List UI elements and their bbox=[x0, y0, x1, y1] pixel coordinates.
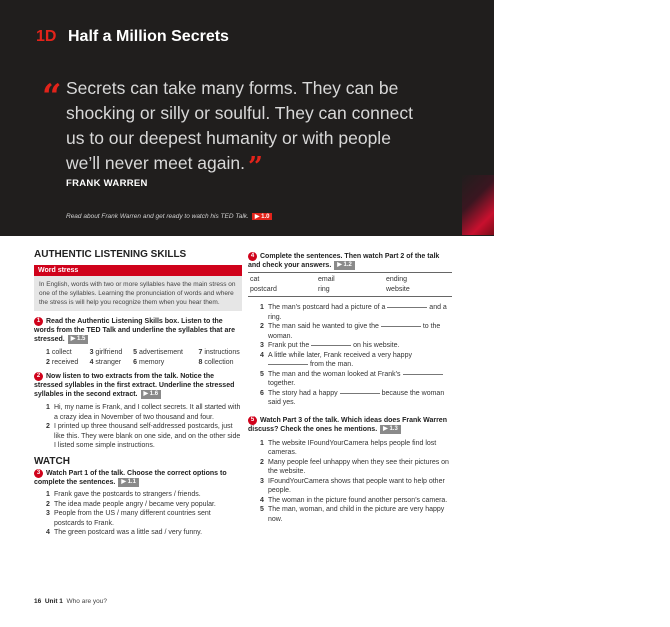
answer-blank[interactable] bbox=[403, 374, 443, 375]
list-item: 4 A little while later, Frank received a very happy from the man. bbox=[260, 351, 412, 368]
task-number: 4 bbox=[248, 252, 257, 261]
hero-banner bbox=[0, 0, 494, 236]
quote-author: FRANK WARREN bbox=[66, 178, 148, 189]
list-item: 3 Frank put the on his website. bbox=[260, 342, 400, 349]
page-number: 16 bbox=[34, 598, 42, 605]
unit-label: Unit 1 bbox=[44, 598, 63, 605]
list-item: 1 The man’s postcard had a picture of a and a ring. bbox=[260, 304, 447, 321]
read-about-text: Read about Frank Warren and get ready to watch his TED Talk. bbox=[66, 213, 249, 220]
answer-blank[interactable] bbox=[387, 307, 427, 308]
word-stress-box-text: In English, words with two or more syllables have the main stress on one of the syllables. Learning the pronunciation of words and where the stress is will help you recognize them when you hear them. bbox=[34, 276, 242, 311]
task-number: 3 bbox=[34, 469, 43, 478]
answer-blank[interactable] bbox=[340, 393, 380, 394]
word-stress-box-title: Word stress bbox=[34, 265, 242, 277]
list-item: 6 The story had a happy because the woman said yes. bbox=[260, 389, 445, 406]
list-item: 4 The green postcard was a little sad / very funny. bbox=[46, 529, 203, 536]
right-column bbox=[248, 252, 452, 524]
word-list bbox=[46, 348, 242, 367]
close-quote-icon: ” bbox=[247, 152, 263, 182]
hero-photo bbox=[462, 175, 494, 235]
section-heading-listening: AUTHENTIC LISTENING SKILLS bbox=[34, 249, 187, 260]
audio-tag[interactable]: ▶ 1.5 bbox=[68, 335, 89, 344]
quote-text: Secrets can take many forms. They can be shocking or silly or soulful. They can connect us to our deepest humanity or with people we’ll never meet again. bbox=[66, 78, 413, 173]
lesson-badge: 1D bbox=[36, 28, 57, 45]
answer-blank[interactable] bbox=[381, 326, 421, 327]
video-tag[interactable]: ▶ 1.2 bbox=[334, 261, 355, 270]
list-item: 5 The man, woman, and child in the picture are very happy now. bbox=[260, 506, 445, 523]
open-quote-icon: “ bbox=[42, 77, 62, 117]
task-3: 3 Watch Part 1 of the talk. Choose the correct options to complete the sentences. ▶ 1.1 bbox=[34, 470, 227, 486]
section-heading-watch: WATCH bbox=[34, 455, 70, 467]
word-bank bbox=[248, 272, 452, 297]
page-footer bbox=[34, 598, 107, 605]
video-tag[interactable]: ▶ 1.1 bbox=[118, 478, 139, 487]
list-item: 2 The idea made people angry / became very popular. bbox=[46, 500, 216, 508]
task-2: 2 Now listen to two extracts from the talk. Notice the stressed syllables in the first extract. Underline the stressed syllables in the second extract. ▶ 1.6 bbox=[34, 373, 235, 398]
task-number: 5 bbox=[248, 416, 257, 425]
list-item: 3 People from the US / many different countries sent postcards to Frank. bbox=[46, 510, 211, 527]
list-item: 2 Many people feel unhappy when they see their pictures on the website. bbox=[260, 458, 449, 475]
read-about-line bbox=[66, 213, 272, 220]
hero-quote bbox=[66, 76, 426, 180]
page-title: Half a Million Secrets bbox=[68, 28, 229, 45]
list-item: 1 The website IFoundYourCamera helps people find lost cameras. bbox=[260, 439, 437, 456]
task-number: 2 bbox=[34, 372, 43, 381]
word-bank-row: postcard ring website bbox=[250, 285, 410, 293]
left-column bbox=[34, 250, 242, 538]
list-item: 4 The woman in the picture found another person’s camera. bbox=[260, 496, 448, 504]
answer-blank[interactable] bbox=[311, 345, 351, 346]
list-item: 3 IFoundYourCamera shows that people want to help other people. bbox=[260, 477, 445, 494]
list-item: 2 The man said he wanted to give the to the woman. bbox=[260, 323, 441, 340]
list-item: 1 Frank gave the postcards to strangers / friends. bbox=[46, 491, 201, 498]
word-row: 2 received 4 stranger 6 memory 8 collection bbox=[46, 358, 234, 366]
word-bank-row: cat email ending bbox=[250, 276, 408, 283]
list-item: 2 I printed up three thousand self-addressed postcards, just like this. They were blank on one side, and on the other side I listed some simple instructions. bbox=[46, 423, 241, 449]
task-number: 1 bbox=[34, 317, 43, 326]
unit-title: Who are you? bbox=[66, 598, 108, 605]
list-item: 1 Hi, my name is Frank, and I collect secrets. It all started with a crazy idea in November of two thousand and four. bbox=[46, 404, 241, 421]
answer-blank[interactable] bbox=[268, 364, 308, 365]
video-tag[interactable]: ▶ 1.0 bbox=[252, 213, 273, 220]
audio-tag[interactable]: ▶ 1.6 bbox=[141, 390, 162, 399]
task-4: 4 Complete the sentences. Then watch Part 2 of the talk and check your answers. ▶ 1.2 bbox=[248, 253, 440, 269]
task-1: 1 Read the Authentic Listening Skills box. Listen to the words from the TED Talk and underline the syllables that are stressed. ▶ 1.5 bbox=[34, 318, 235, 343]
list-item: 5 The man and the woman looked at Frank’s together. bbox=[260, 370, 452, 389]
task-5: 5 Watch Part 3 of the talk. Which ideas does Frank Warren discuss? Check the ones he mentions. ▶ 1.3 bbox=[248, 416, 447, 433]
video-tag[interactable]: ▶ 1.3 bbox=[380, 425, 401, 434]
word-row: 1 collect 3 girlfriend 5 advertisement 7 instructions bbox=[46, 349, 240, 356]
